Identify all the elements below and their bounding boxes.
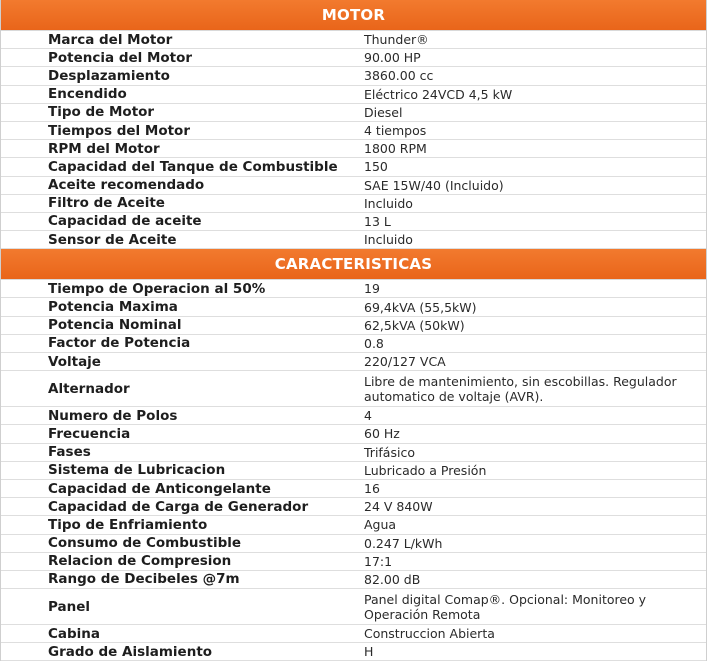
- spec-value: 62,5kVA (50kW): [364, 317, 465, 333]
- spec-label: Aceite recomendado: [48, 177, 205, 194]
- table-row: [0, 280, 707, 298]
- spec-label: Tipo de Enfriamiento: [48, 516, 208, 533]
- table-row: [0, 122, 707, 140]
- spec-label: Desplazamiento: [48, 67, 170, 84]
- spec-label: Frecuencia: [48, 425, 131, 442]
- table-row: [0, 104, 707, 122]
- table-row: [0, 177, 707, 195]
- spec-value: 19: [364, 281, 380, 297]
- spec-value: 13 L: [364, 213, 391, 229]
- table-row: [0, 158, 707, 176]
- table-row: [0, 335, 707, 353]
- table-row: [0, 31, 707, 49]
- spec-label: Marca del Motor: [48, 31, 173, 48]
- spec-value: 1800 RPM: [364, 141, 427, 157]
- table-row: [0, 535, 707, 553]
- spec-value: Incluido: [364, 232, 413, 248]
- spec-value: 17:1: [364, 553, 393, 569]
- table-row: [0, 140, 707, 158]
- spec-label: Voltaje: [48, 353, 101, 370]
- table-row: [0, 425, 707, 443]
- spec-label: Cabina: [48, 625, 101, 642]
- spec-label: Tipo de Motor: [48, 104, 155, 121]
- table-row: [0, 625, 707, 643]
- spec-label: Capacidad del Tanque de Combustible: [48, 158, 338, 175]
- spec-label: Panel: [48, 598, 91, 615]
- spec-value: Agua: [364, 517, 397, 533]
- spec-label: Factor de Potencia: [48, 335, 191, 352]
- spec-value: Panel digital Comap®. Opcional: Monitoreo y Operación Remota: [364, 591, 647, 622]
- table-row: [0, 86, 707, 104]
- spec-value: Trifásico: [364, 444, 415, 460]
- spec-value: 0.247 L/kWh: [364, 535, 443, 551]
- table-row: [0, 317, 707, 335]
- table-row: [0, 643, 707, 661]
- table-row: [0, 213, 707, 231]
- table-row: [0, 231, 707, 249]
- spec-label: Tiempo de Operacion al 50%: [48, 280, 266, 297]
- spec-value: 4 tiempos: [364, 123, 427, 139]
- spec-label: Rango de Decibeles @7m: [48, 571, 240, 588]
- spec-label: RPM del Motor: [48, 140, 160, 157]
- spec-value: 0.8: [364, 335, 384, 351]
- spec-label: Numero de Polos: [48, 407, 178, 424]
- spec-value: Construccion Abierta: [364, 626, 495, 642]
- spec-label: Alternador: [48, 380, 130, 397]
- spec-label: Tiempos del Motor: [48, 122, 190, 139]
- table-row: [0, 407, 707, 425]
- spec-label: Capacidad de Anticongelante: [48, 480, 271, 497]
- table-row: [0, 462, 707, 480]
- spec-value: 82.00 dB: [364, 571, 421, 587]
- spec-value: 16: [364, 481, 380, 497]
- spec-label: Potencia Nominal: [48, 317, 182, 334]
- spec-value: Incluido: [364, 195, 413, 211]
- spec-value: Libre de mantenimiento, sin escobillas. Regulador automatico de voltaje (AVR).: [364, 373, 677, 404]
- spec-label: Encendido: [48, 86, 127, 103]
- spec-value: 4: [364, 408, 372, 424]
- spec-value: Thunder®: [364, 32, 429, 48]
- spec-label: Grado de Aislamiento: [48, 643, 213, 660]
- spec-label: Relacion de Compresion: [48, 553, 232, 570]
- spec-label: Potencia del Motor: [48, 49, 193, 66]
- spec-label: Fases: [48, 444, 91, 461]
- spec-value: 150: [364, 159, 388, 175]
- spec-value: SAE 15W/40 (Incluido): [364, 177, 504, 193]
- spec-value: 220/127 VCA: [364, 354, 446, 370]
- table-row: [0, 480, 707, 498]
- spec-value: 69,4kVA (55,5kW): [364, 299, 477, 315]
- spec-value: 3860.00 cc: [364, 68, 434, 84]
- spec-value: Eléctrico 24VCD 4,5 kW: [364, 86, 513, 102]
- section-header-caracteristicas: CARACTERISTICAS: [0, 249, 707, 280]
- spec-label: Potencia Maxima: [48, 299, 178, 316]
- spec-label: Filtro de Aceite: [48, 195, 165, 212]
- table-row: [0, 371, 707, 407]
- spec-label: Capacidad de Carga de Generador: [48, 498, 309, 515]
- table-row: [0, 589, 707, 625]
- spec-value: 60 Hz: [364, 426, 400, 442]
- spec-label: Sistema de Lubricacion: [48, 462, 226, 479]
- table-row: [0, 67, 707, 85]
- spec-label: Capacidad de aceite: [48, 213, 202, 230]
- table-row: [0, 553, 707, 571]
- spec-value: Lubricado a Presión: [364, 462, 487, 478]
- table-row: [0, 444, 707, 462]
- spec-label: Sensor de Aceite: [48, 231, 177, 248]
- spec-value: Diesel: [364, 104, 403, 120]
- spec-value: 24 V 840W: [364, 499, 433, 515]
- spec-value: 90.00 HP: [364, 50, 421, 66]
- table-row: [0, 571, 707, 589]
- table-row: [0, 498, 707, 516]
- section-header-motor: MOTOR: [0, 0, 707, 31]
- table-row: [0, 516, 707, 534]
- table-row: [0, 49, 707, 67]
- table-row: [0, 195, 707, 213]
- table-row: [0, 298, 707, 316]
- spec-value: H: [364, 644, 374, 660]
- spec-label: Consumo de Combustible: [48, 535, 242, 552]
- table-row: [0, 353, 707, 371]
